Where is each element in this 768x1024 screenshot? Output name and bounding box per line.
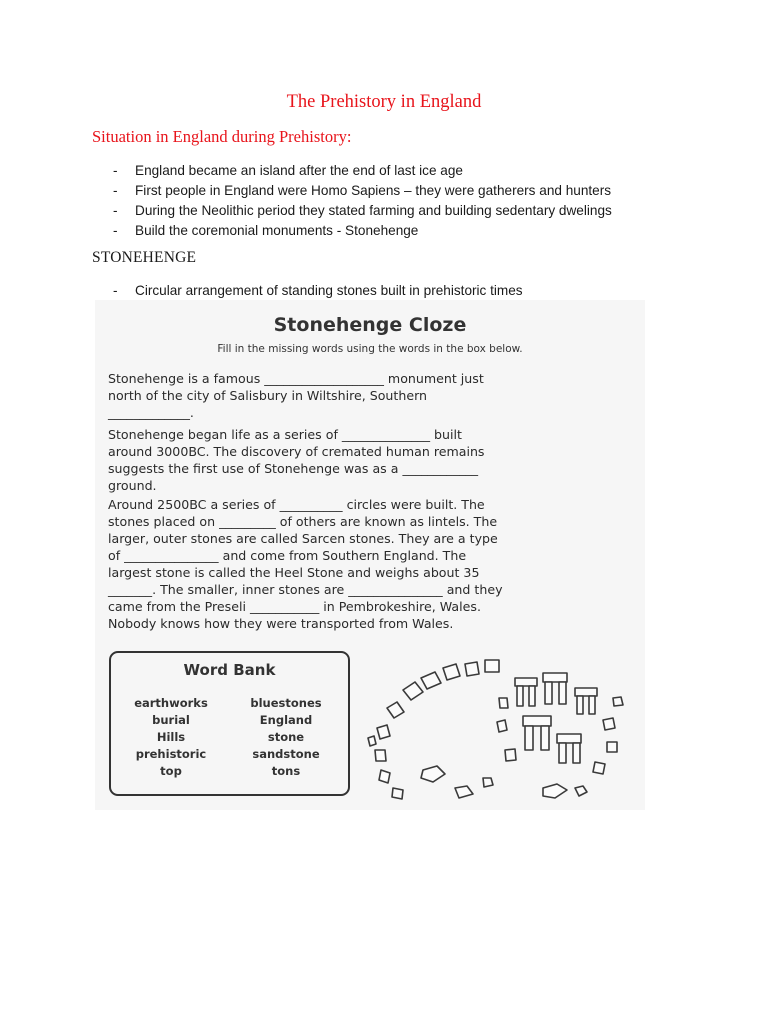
stonehenge-bullet-list	[92, 281, 523, 301]
page-title: The Prehistory in England	[286, 92, 482, 112]
word-bank-word: earthworks	[134, 696, 208, 710]
worksheet-line: Around 2500BC a series of __________ circles were built. The	[108, 497, 485, 512]
word-bank-word: tons	[271, 764, 301, 778]
worksheet-paragraph-1	[108, 370, 628, 421]
word-bank-word: England	[259, 713, 313, 727]
bullet-text: Build the coremonial monuments - Stonehenge	[135, 223, 419, 238]
worksheet-line: _____________.	[108, 405, 194, 420]
worksheet-line: _______. The smaller, inner stones are _______________ and they	[108, 582, 503, 597]
bullet-item	[92, 181, 612, 201]
bullet-marker: -	[113, 223, 118, 238]
section-subtitle: Situation in England during Prehistory:	[92, 127, 352, 146]
bullet-text: Circular arrangement of standing stones built in prehistoric times	[135, 283, 523, 298]
worksheet-line: north of the city of Salisbury in Wiltshire, Southern	[108, 388, 428, 403]
worksheet-line: ground.	[108, 478, 157, 493]
worksheet-line: Stonehenge began life as a series of ______________ built	[108, 427, 462, 442]
worksheet-line: stones placed on _________ of others are known as lintels. The	[108, 514, 498, 529]
bullet-item	[92, 221, 612, 241]
worksheet-paragraph-3	[108, 496, 628, 632]
worksheet-line: came from the Preseli ___________ in Pembrokeshire, Wales.	[108, 599, 481, 614]
word-bank-word: burial	[152, 713, 190, 727]
bullet-marker: -	[113, 283, 118, 298]
worksheet-line: larger, outer stones are called Sarcen stones. They are a type	[108, 531, 498, 546]
word-bank-word: Hills	[156, 730, 186, 744]
bullet-item	[92, 281, 523, 301]
worksheet-paragraph-2	[108, 426, 628, 494]
word-bank-right-column	[236, 695, 336, 780]
stonehenge-heading: STONEHENGE	[92, 249, 197, 266]
word-bank-word: stone	[267, 730, 305, 744]
worksheet-line: suggests the first use of Stonehenge was as a ____________	[108, 461, 479, 476]
word-bank-title: Word Bank	[183, 661, 276, 679]
worksheet-line: Stonehenge is a famous ___________________ monument just	[108, 371, 484, 386]
word-bank-left-column	[121, 695, 221, 780]
bullet-list	[92, 161, 612, 241]
word-bank-word: sandstone	[252, 747, 320, 761]
cloze-worksheet-image	[95, 300, 645, 810]
worksheet-line: Nobody knows how they were transported from Wales.	[108, 616, 454, 631]
worksheet-instructions: Fill in the missing words using the words in the box below.	[217, 343, 523, 355]
word-bank-word: prehistoric	[135, 747, 207, 761]
bullet-marker: -	[113, 203, 118, 218]
worksheet-title: Stonehenge Cloze	[273, 314, 467, 336]
bullet-item	[92, 201, 612, 221]
worksheet-line: around 3000BC. The discovery of cremated human remains	[108, 444, 485, 459]
word-bank-word: bluestones	[250, 696, 322, 710]
word-bank-word: top	[160, 764, 182, 778]
bullet-text: First people in England were Homo Sapiens – they were gatherers and hunters	[135, 183, 612, 198]
bullet-item	[92, 161, 612, 181]
bullet-text: During the Neolithic period they stated farming and building sedentary dwelings	[135, 203, 612, 218]
word-bank-box	[109, 651, 350, 796]
worksheet-line: largest stone is called the Heel Stone and weighs about 35	[108, 565, 480, 580]
stonehenge-illustration	[363, 638, 638, 808]
bullet-marker: -	[113, 183, 118, 198]
bullet-marker: -	[113, 163, 118, 178]
worksheet-line: of _______________ and come from Southern England. The	[108, 548, 467, 563]
bullet-text: England became an island after the end of last ice age	[135, 163, 463, 178]
